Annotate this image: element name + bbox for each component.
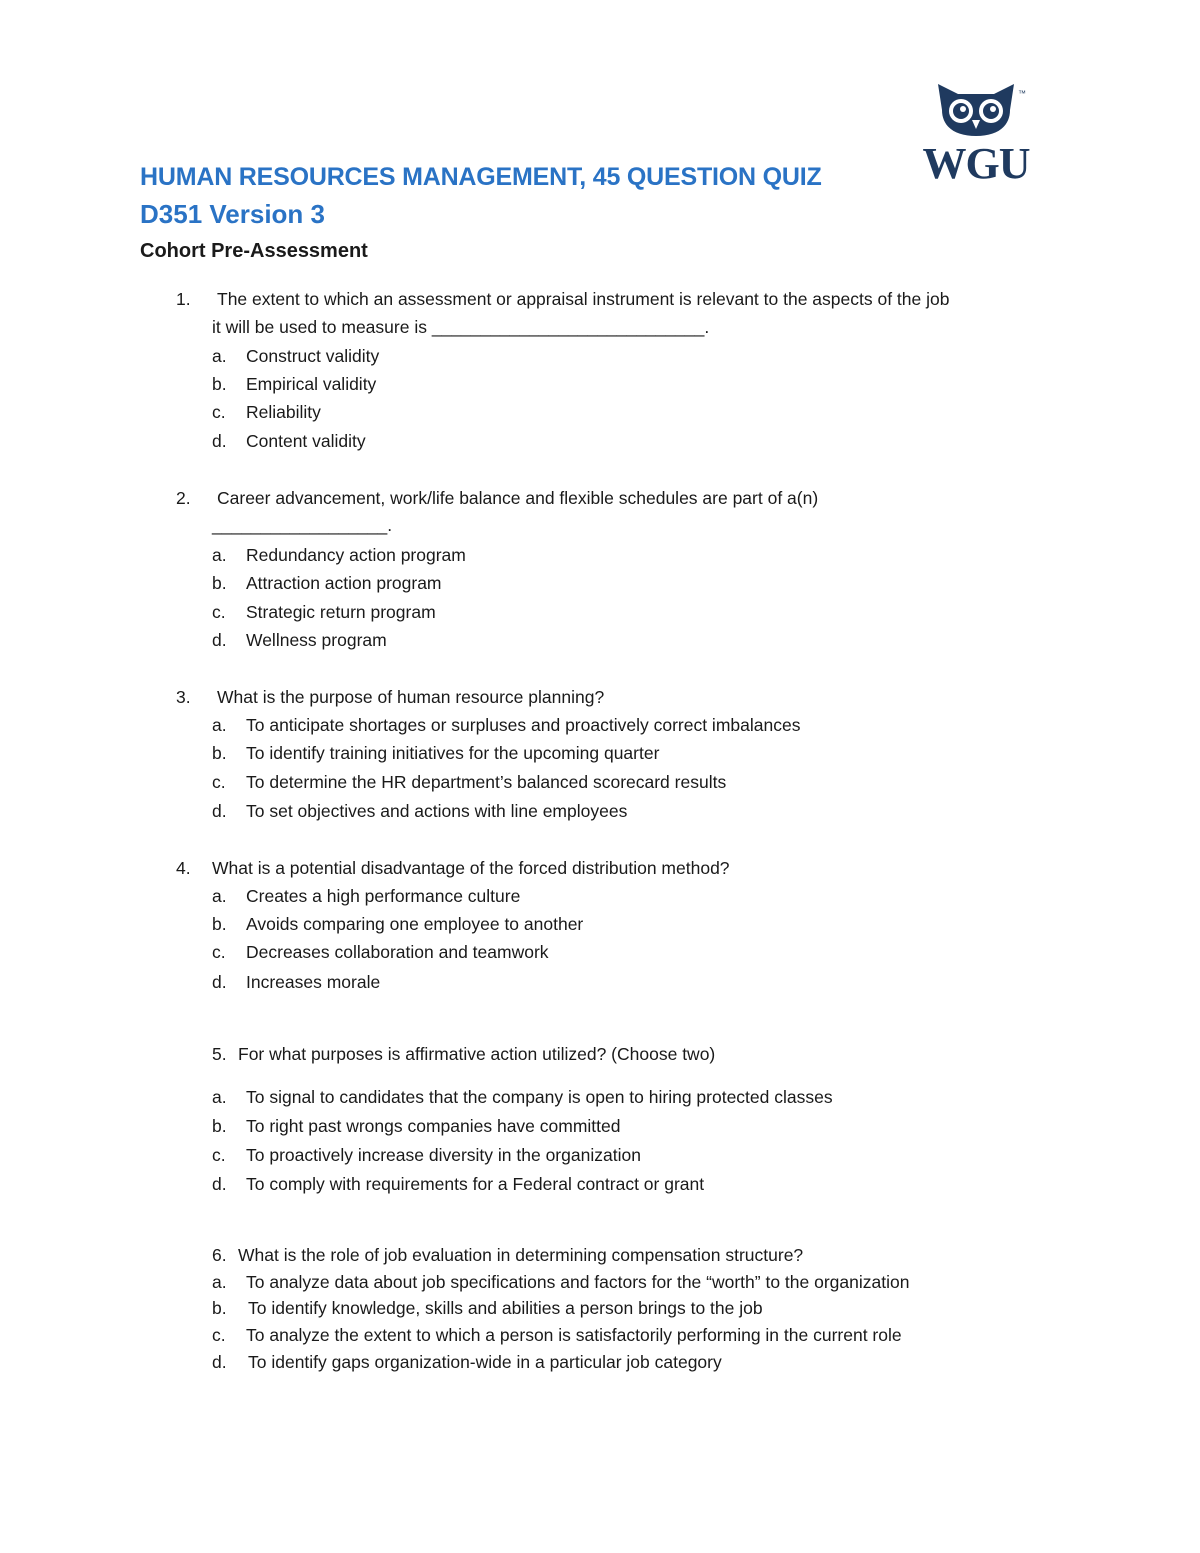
document-title: HUMAN RESOURCES MANAGEMENT, 45 QUESTION QUIZ <box>140 163 822 191</box>
question-text-line: it will be used to measure is ____________________________. <box>212 317 710 337</box>
wgu-owl-logo <box>914 80 1038 184</box>
option-letter: b. <box>212 914 227 934</box>
document-version: D351 Version 3 <box>140 199 325 229</box>
option-text: To identify gaps organization-wide in a particular job category <box>248 1352 722 1372</box>
question-number: 2. <box>176 488 191 508</box>
option-letter: b. <box>212 1298 227 1318</box>
question-number: 3. <box>176 687 191 707</box>
option-letter: a. <box>212 886 227 906</box>
option-letter: a. <box>212 715 227 735</box>
option-text: Wellness program <box>246 630 387 650</box>
option-letter: d. <box>212 972 227 992</box>
option-text: Decreases collaboration and teamwork <box>246 942 549 962</box>
question-text-line: What is the purpose of human resource planning? <box>217 687 605 707</box>
option-letter: b. <box>212 374 227 394</box>
option-letter: b. <box>212 743 227 763</box>
owl-icon <box>938 84 1014 136</box>
logo-wordmark: WGU <box>922 139 1030 184</box>
option-text: To signal to candidates that the company is open to hiring protected classes <box>246 1087 833 1107</box>
question-text-line: __________________. <box>212 515 393 535</box>
option-text: Content validity <box>246 431 366 451</box>
option-text: Strategic return program <box>246 602 436 622</box>
option-text: Avoids comparing one employee to another <box>246 914 584 934</box>
option-letter: c. <box>212 772 226 792</box>
option-text: Empirical validity <box>246 374 377 394</box>
question-text-line: For what purposes is affirmative action utilized? (Choose two) <box>238 1044 716 1064</box>
option-letter: a. <box>212 1087 227 1107</box>
question-text-line: The extent to which an assessment or appraisal instrument is relevant to the aspects of the job <box>217 289 950 309</box>
option-text: To analyze the extent to which a person is satisfactorily performing in the current role <box>246 1325 902 1345</box>
option-text: To identify knowledge, skills and abilities a person brings to the job <box>248 1298 763 1318</box>
option-text: To right past wrongs companies have committed <box>246 1116 621 1136</box>
option-text: To anticipate shortages or surpluses and proactively correct imbalances <box>246 715 801 735</box>
question-number: 6. <box>212 1245 227 1265</box>
option-letter: d. <box>212 801 227 821</box>
option-text: Increases morale <box>246 972 381 992</box>
question-number: 5. <box>212 1044 227 1064</box>
option-letter: d. <box>212 630 227 650</box>
option-text: To comply with requirements for a Federal contract or grant <box>246 1174 705 1194</box>
option-text: Attraction action program <box>246 573 442 593</box>
option-text: To analyze data about job specifications and factors for the “worth” to the organization <box>246 1272 910 1292</box>
option-letter: b. <box>212 573 227 593</box>
option-letter: c. <box>212 602 226 622</box>
option-text: Creates a high performance culture <box>246 886 521 906</box>
document-subtitle: Cohort Pre-Assessment <box>140 240 368 262</box>
option-letter: c. <box>212 402 226 422</box>
option-text: Construct validity <box>246 346 380 366</box>
option-letter: a. <box>212 1272 227 1292</box>
option-text: To determine the HR department’s balanced scorecard results <box>246 772 727 792</box>
question-text-line: What is a potential disadvantage of the forced distribution method? <box>212 858 730 878</box>
option-letter: c. <box>212 1145 226 1165</box>
question-text-line: Career advancement, work/life balance and flexible schedules are part of a(n) <box>217 488 819 508</box>
option-letter: d. <box>212 1174 227 1194</box>
option-text: Reliability <box>246 402 321 422</box>
question-text-line: What is the role of job evaluation in determining compensation structure? <box>238 1245 804 1265</box>
option-letter: a. <box>212 545 227 565</box>
question-number: 4. <box>176 858 191 878</box>
option-letter: d. <box>212 1352 227 1372</box>
option-text: Redundancy action program <box>246 545 466 565</box>
option-text: To identify training initiatives for the upcoming quarter <box>246 743 660 763</box>
logo-tm: ™ <box>1018 89 1026 98</box>
option-letter: b. <box>212 1116 227 1136</box>
option-text: To proactively increase diversity in the organization <box>246 1145 641 1165</box>
option-letter: c. <box>212 1325 226 1345</box>
option-letter: d. <box>212 431 227 451</box>
question-number: 1. <box>176 289 191 309</box>
option-text: To set objectives and actions with line employees <box>246 801 628 821</box>
option-letter: c. <box>212 942 226 962</box>
option-letter: a. <box>212 346 227 366</box>
